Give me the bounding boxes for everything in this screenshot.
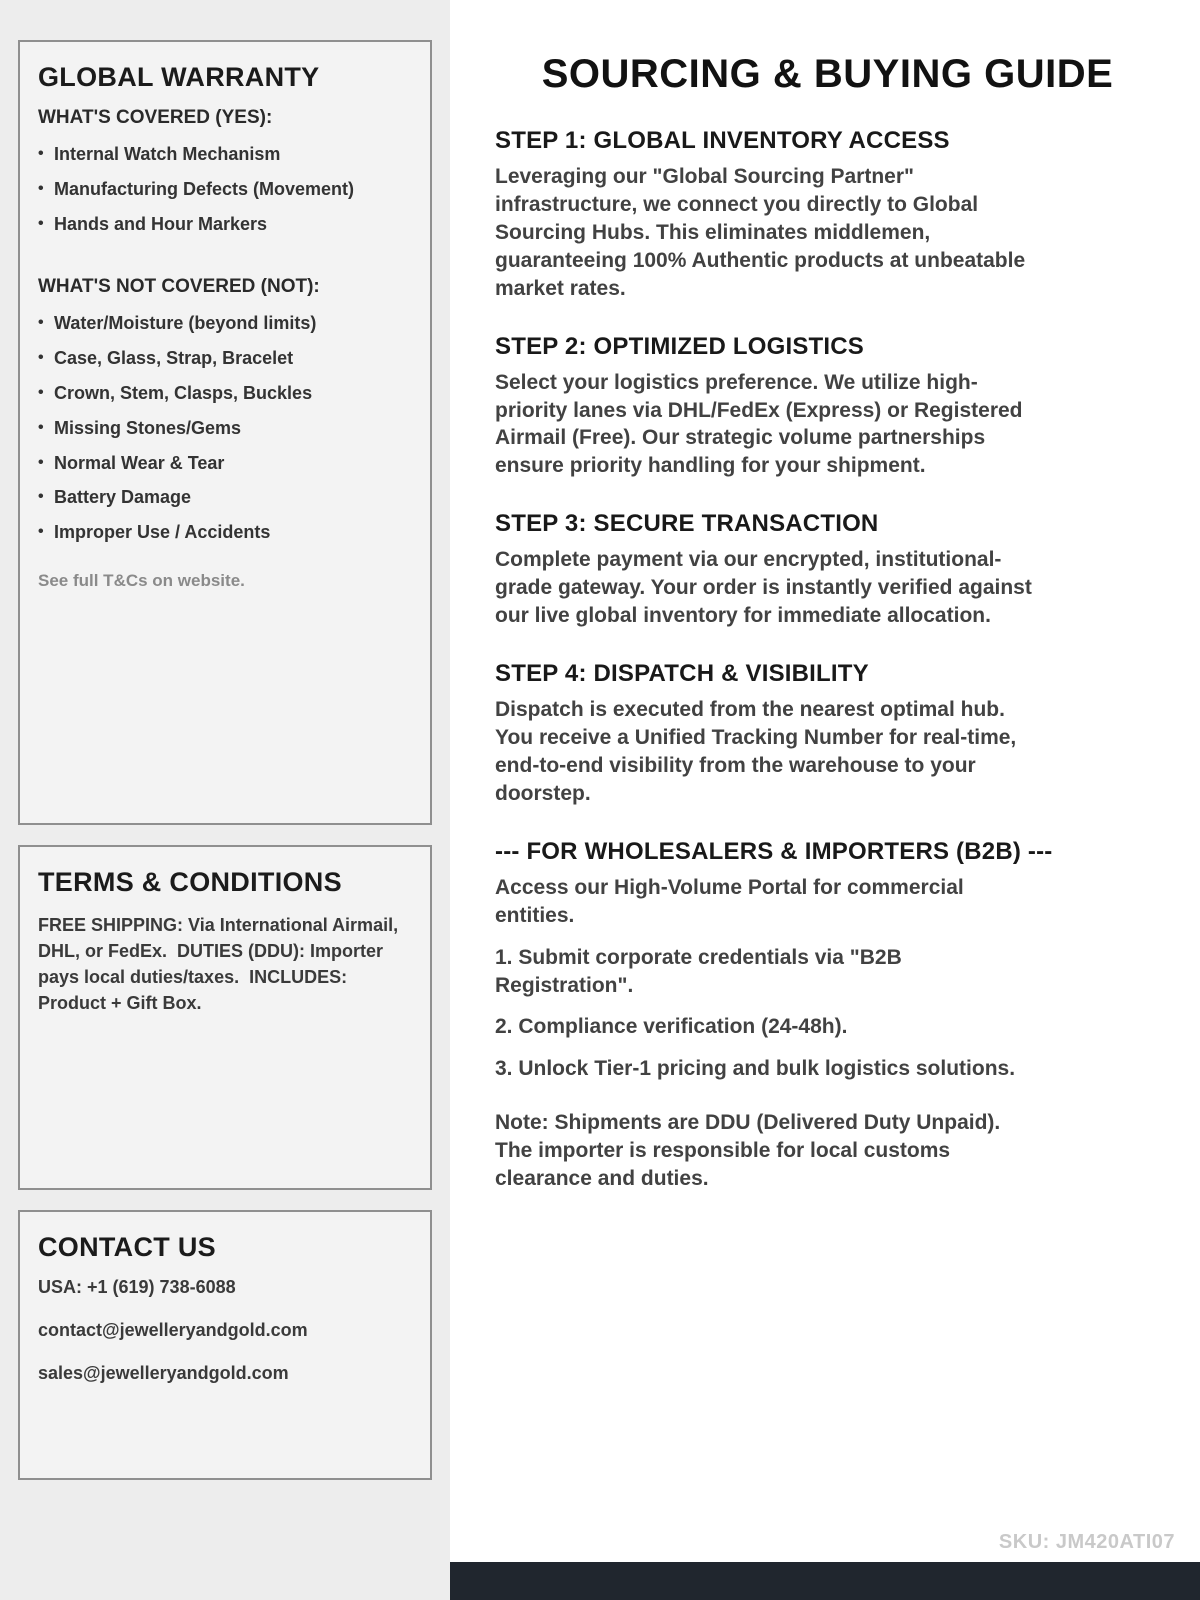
step-4-body: Dispatch is executed from the nearest optimal hub. You receive a Unified Tracking Number for real-time, end-to-end visibility from the warehouse to your doorstep.	[495, 698, 1017, 805]
step-2	[495, 333, 1160, 481]
step-2-heading: STEP 2: OPTIMIZED LOGISTICS	[495, 332, 864, 360]
list-item: • Battery Damage	[38, 488, 412, 508]
step-1-heading: STEP 1: GLOBAL INVENTORY ACCESS	[495, 127, 950, 154]
list-item: • Manufacturing Defects (Movement)	[38, 180, 412, 200]
step-1	[495, 127, 1160, 303]
contact-panel	[18, 1210, 432, 1480]
not-covered-list	[38, 314, 412, 543]
list-item: • Case, Glass, Strap, Bracelet	[38, 349, 412, 369]
b2b-section	[495, 838, 1160, 1193]
step-1-body: Leveraging our "Global Sourcing Partner" infrastructure, we connect you directly to Global Sourcing Hubs. This eliminates middlemen, guaranteeing 100% Authentic products at unbeatable market rates.	[495, 165, 1026, 300]
list-item: • Improper Use / Accidents	[38, 523, 412, 543]
step-3	[495, 510, 1160, 630]
warranty-title: GLOBAL WARRANTY	[38, 62, 320, 92]
list-item: • Missing Stones/Gems	[38, 419, 412, 439]
step-4	[495, 660, 1160, 808]
list-item: • Internal Watch Mechanism	[38, 145, 412, 165]
step-4-heading: STEP 4: DISPATCH & VISIBILITY	[495, 660, 869, 688]
sidebar	[0, 0, 450, 1600]
step-3-body: Complete payment via our encrypted, institutional-grade gateway. Your order is instantly verified against our live global inventory for immediate allocation.	[495, 548, 1032, 628]
list-item: • Normal Wear & Tear	[38, 454, 412, 474]
step-3-heading: STEP 3: SECURE TRANSACTION	[495, 510, 879, 538]
step-2-body: Select your logistics preference. We utilize high-priority lanes via DHL/FedEx (Express) or Registered Airmail (Free). Our strategic volume partnerships ensure priority handling for your shipment.	[495, 370, 1023, 478]
list-item: • Water/Moisture (beyond limits)	[38, 314, 412, 334]
b2b-heading: --- FOR WHOLESALERS & IMPORTERS (B2B) ---	[495, 837, 1053, 865]
terms-body: FREE SHIPPING: Via International Airmail, DHL, or FedEx. DUTIES (DDU): Importer pays local duties/taxes. INCLUDES: Product + Gift Box.	[38, 915, 404, 1014]
b2b-intro: Access our High-Volume Portal for commercial entities.	[495, 875, 964, 927]
terms-title: TERMS & CONDITIONS	[38, 867, 342, 897]
terms-panel	[18, 845, 432, 1190]
b2b-note: Note: Shipments are DDU (Delivered Duty Unpaid). The importer is responsible for local customs clearance and duties.	[495, 1111, 1001, 1191]
contact-email-sales: sales@jewelleryandgold.com	[38, 1363, 289, 1383]
footer-bar	[450, 1562, 1200, 1600]
covered-heading: WHAT'S COVERED (YES):	[38, 107, 273, 128]
contact-phone: USA: +1 (619) 738-6088	[38, 1277, 236, 1297]
warranty-panel	[18, 40, 432, 825]
contact-email-primary: contact@jewelleryandgold.com	[38, 1320, 308, 1340]
b2b-item-2: 2. Compliance verification (24-48h).	[495, 1015, 848, 1039]
sku-label: SKU: JM420ATI07	[998, 1531, 1175, 1553]
b2b-item-1: 1. Submit corporate credentials via "B2B Registration".	[495, 945, 902, 997]
covered-list	[38, 145, 412, 234]
page-title: SOURCING & BUYING GUIDE	[541, 52, 1114, 96]
list-item: • Hands and Hour Markers	[38, 215, 412, 235]
warranty-footnote: See full T&Cs on website.	[38, 570, 245, 590]
main-content	[450, 0, 1200, 1600]
contact-title: CONTACT US	[38, 1232, 216, 1262]
not-covered-heading: WHAT'S NOT COVERED (NOT):	[38, 276, 320, 298]
b2b-item-3: 3. Unlock Tier-1 pricing and bulk logistics solutions.	[495, 1057, 1016, 1081]
list-item: • Crown, Stem, Clasps, Buckles	[38, 384, 412, 404]
